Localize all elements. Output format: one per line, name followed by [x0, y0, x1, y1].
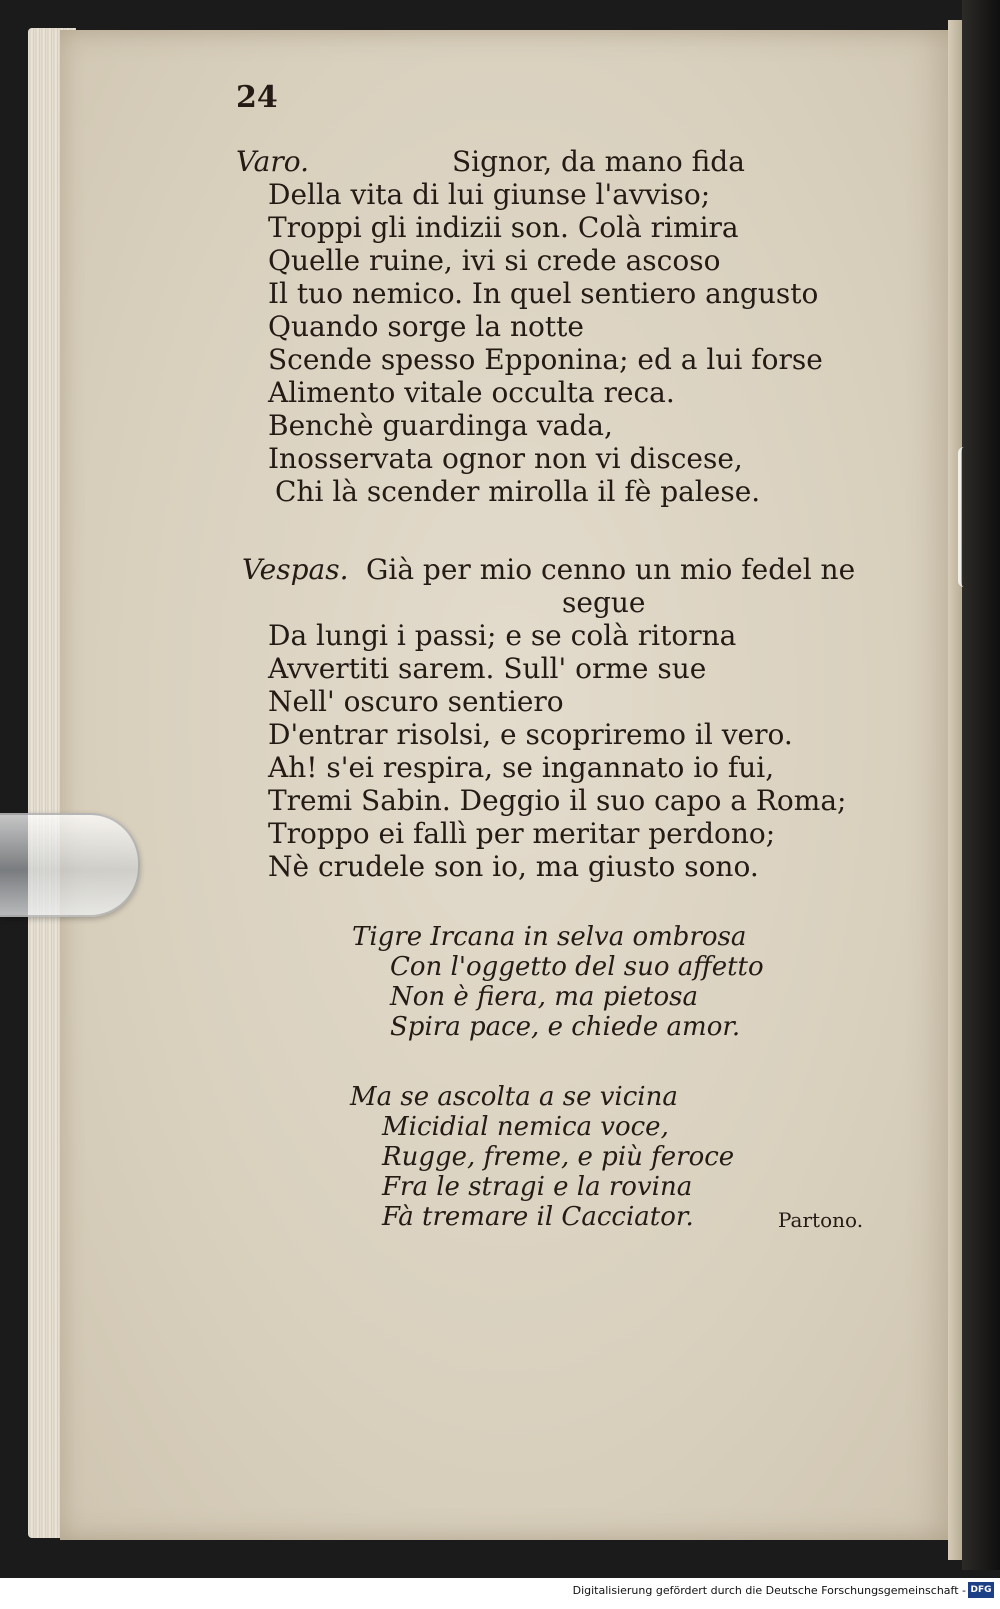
- verse-line: Nè crudele son io, ma giusto sono.: [268, 850, 759, 883]
- verse-line: D'entrar risolsi, e scopriremo il vero.: [268, 718, 793, 751]
- book-spine: [962, 0, 1000, 1570]
- aria-line: Con l'oggetto del suo affetto: [390, 952, 764, 982]
- verse-line: Quelle ruine, ivi si crede ascoso: [268, 244, 721, 277]
- verse-line: Inosservata ognor non vi discese,: [268, 442, 743, 475]
- dfg-logo: DFG: [968, 1582, 994, 1598]
- aria-line: Rugge, freme, e più feroce: [382, 1142, 735, 1172]
- verse-line: Chi là scender mirolla il fè palese.: [275, 475, 761, 508]
- verse-line: Della vita di lui giunse l'avviso;: [268, 178, 711, 211]
- speaker-vespas: Vespas.: [242, 553, 349, 586]
- verse-line: Quando sorge la notte: [268, 310, 584, 343]
- verse-line: Scende spesso Epponina; ed a lui forse: [268, 343, 823, 376]
- verse-line: Troppi gli indizii son. Colà rimira: [268, 211, 739, 244]
- aria-line: Non è fiera, ma pietosa: [390, 982, 698, 1012]
- aria-line: Micidial nemica voce,: [382, 1112, 669, 1142]
- aria-line: Ma se ascolta a se vicina: [350, 1082, 678, 1112]
- speaker-varo: Varo.: [236, 145, 309, 178]
- verse-line: Benchè guardinga vada,: [268, 409, 613, 442]
- aria-line: Fà tremare il Cacciator.: [382, 1202, 694, 1232]
- verse-line: Nell' oscuro sentiero: [268, 685, 564, 718]
- aria-line: Fra le stragi e la rovina: [382, 1172, 693, 1202]
- aria-line: Tigre Ircana in selva ombrosa: [352, 922, 747, 952]
- binding-thread: [958, 447, 971, 587]
- stage-direction: Partono.: [778, 1208, 864, 1232]
- page-number: 24: [236, 80, 278, 115]
- verse-line: Signor, da mano fida: [452, 145, 745, 178]
- verse-line: Alimento vitale occulta reca.: [268, 376, 675, 409]
- funding-notice: Digitalisierung gefördert durch die Deutsche Forschungsgemeinschaft -: [572, 1584, 966, 1597]
- verse-line: Avvertiti sarem. Sull' orme sue: [268, 652, 707, 685]
- verse-line: Il tuo nemico. In quel sentiero angusto: [268, 277, 819, 310]
- aria-line: Spira pace, e chiede amor.: [390, 1012, 741, 1042]
- verse-line-continuation: segue: [562, 586, 646, 619]
- verse-line: Troppo ei fallì per meritar perdono;: [268, 817, 776, 850]
- page-right-edge: [948, 20, 962, 1560]
- verse-line: Da lungi i passi; e se colà ritorna: [268, 619, 737, 652]
- verse-line: Ah! s'ei respira, se ingannato io fui,: [268, 751, 775, 784]
- page-clip: [0, 813, 140, 917]
- verse-line: Già per mio cenno un mio fedel ne: [366, 553, 856, 586]
- verse-line: Tremi Sabin. Deggio il suo capo a Roma;: [268, 784, 847, 817]
